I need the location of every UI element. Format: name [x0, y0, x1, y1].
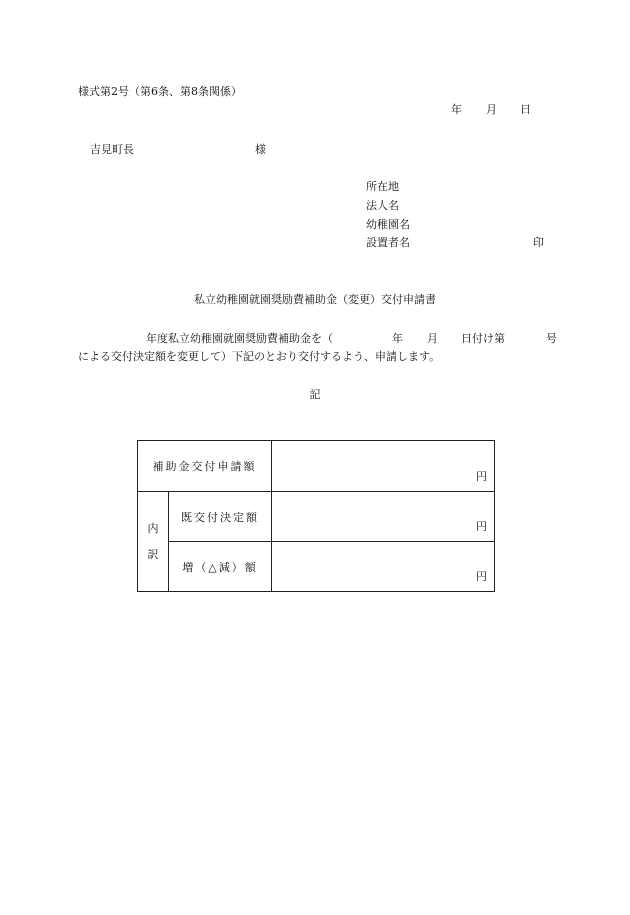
application-amount-label: 補助金交付申請額 [138, 441, 272, 492]
addressee-name: 吉見町長 [90, 143, 134, 156]
body-line2: による交付決定額を変更して）下記のとおり交付するよう、申請します。 [78, 350, 441, 363]
application-amount-cell [272, 441, 495, 492]
yen-unit: 円 [476, 520, 487, 533]
breakdown-label [138, 492, 169, 592]
date-month-label: 月 [486, 103, 497, 116]
breakdown-label-char-1: 内 [147, 521, 159, 535]
table-row [138, 542, 495, 592]
yen-unit: 円 [476, 470, 487, 483]
seal-mark: 印 [533, 236, 544, 249]
address-label: 所在地 [366, 180, 399, 193]
body-line1-month: 月 [427, 332, 438, 345]
table-row [138, 441, 495, 492]
kindergarten-label: 幼稚園名 [366, 218, 410, 231]
previously-decided-amount-label: 既交付決定額 [169, 492, 272, 542]
increase-decrease-amount-label: 増（△減）額 [169, 542, 272, 592]
body-line1-day-number: 日付け第 [461, 332, 505, 345]
previously-decided-amount-cell [272, 492, 495, 542]
body-line1-issue: 号 [546, 332, 557, 345]
breakdown-label-char-2: 訳 [147, 547, 159, 561]
ki-heading: 記 [309, 388, 321, 401]
date-day-label: 日 [520, 103, 531, 116]
founder-label: 設置者名 [366, 236, 410, 249]
amount-table [137, 440, 495, 592]
form-number: 様式第2号（第6条、第8条関係） [78, 85, 242, 98]
yen-unit: 円 [476, 570, 487, 583]
body-line1-year: 年 [392, 332, 403, 345]
addressee-honorific: 様 [255, 143, 266, 156]
corporation-label: 法人名 [366, 199, 399, 212]
document-title: 私立幼稚園就園奨励費補助金（変更）交付申請書 [194, 293, 436, 306]
date-year-label: 年 [451, 103, 462, 116]
table-row [138, 492, 495, 542]
increase-decrease-amount-cell [272, 542, 495, 592]
body-line1-fiscal-year: 年度私立幼稚園就園奨励費補助金を（ [146, 332, 333, 345]
